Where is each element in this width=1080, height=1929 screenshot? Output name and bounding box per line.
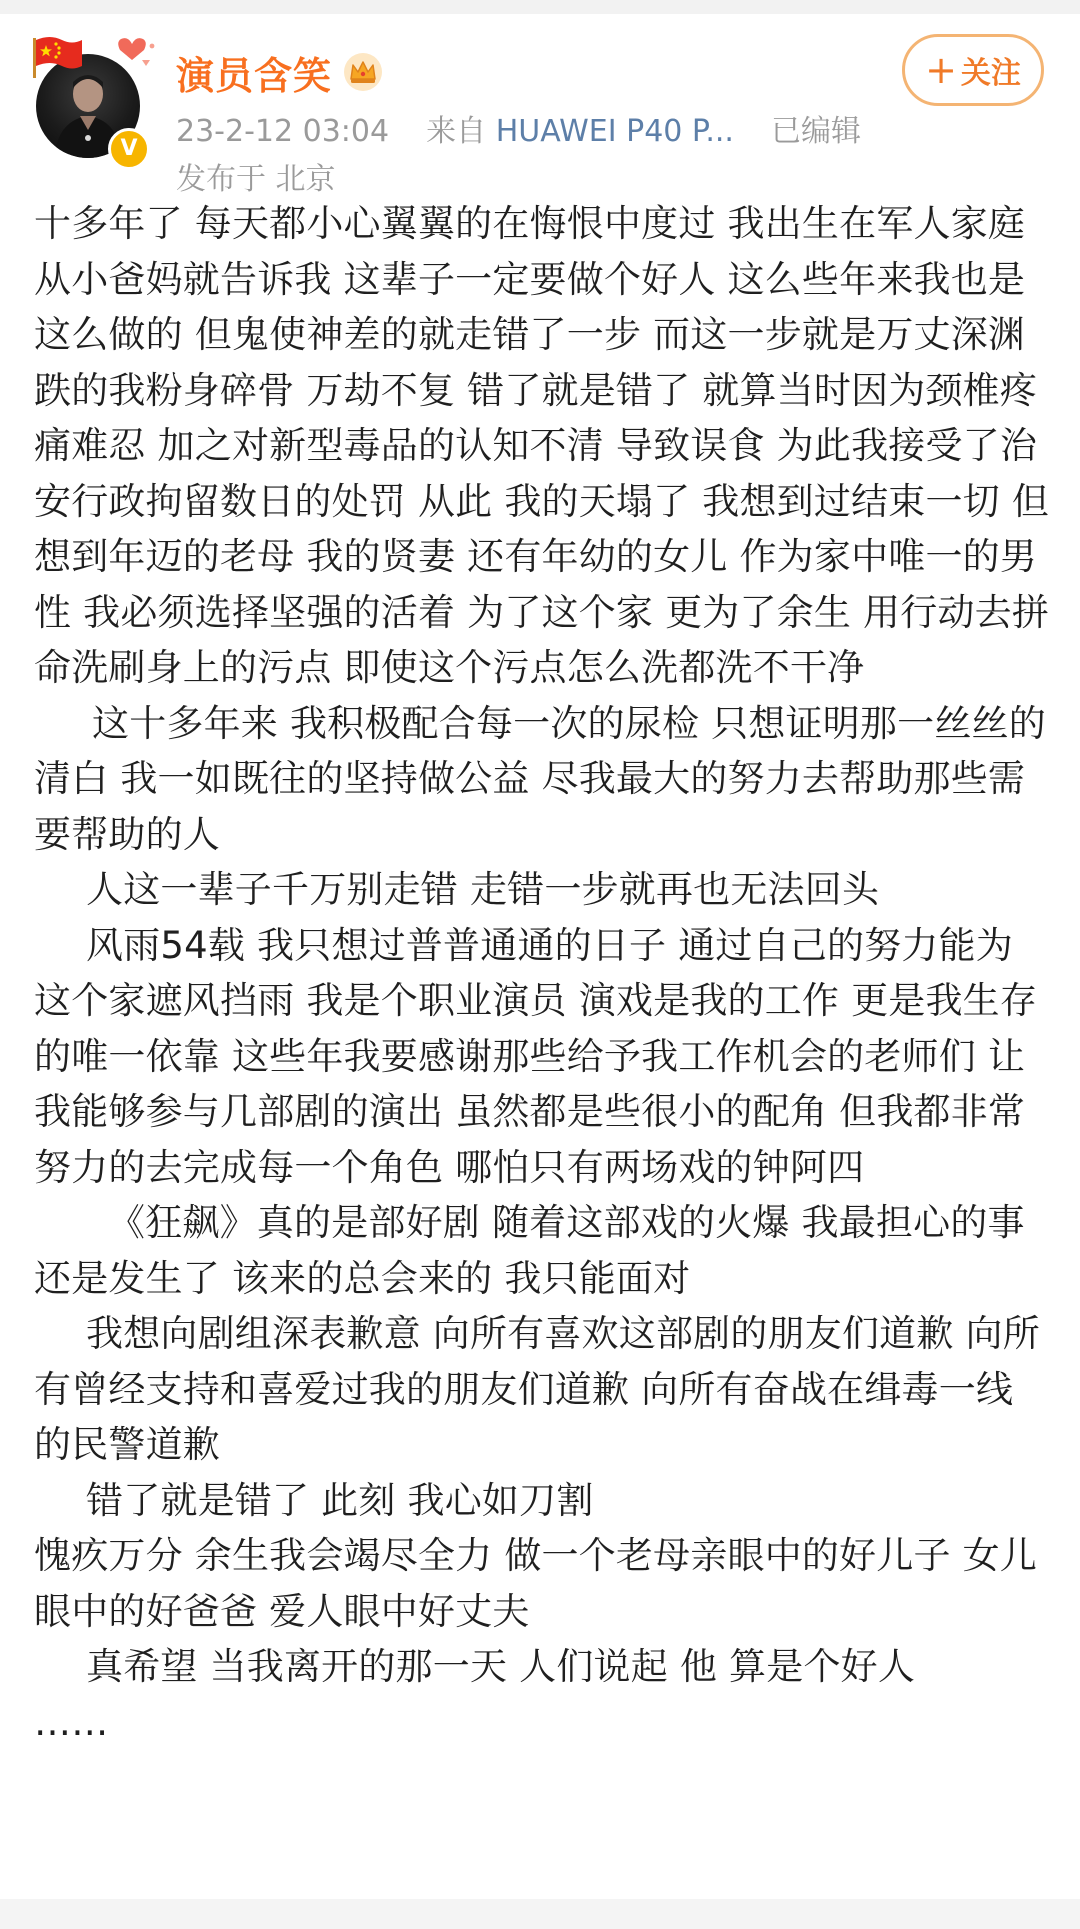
post-ellipsis: …… <box>34 1700 109 1744</box>
post-timestamp: 23-2-12 03:04 <box>176 114 390 149</box>
follow-button[interactable] <box>902 34 1044 106</box>
post-paragraph: 《狂飙》真的是部好剧 随着这部戏的火爆 我最担心的事还是发生了 该来的总会来的 我只能面对 <box>34 1201 1025 1300</box>
post-paragraph: 愧疚万分 余生我会竭尽全力 做一个老母亲眼中的好儿子 女儿眼中的好爸爸 爱人眼中好丈夫 <box>34 1534 1038 1633</box>
edited-label[interactable]: 已编辑 <box>771 114 862 149</box>
post-paragraph: 这十多年来 我积极配合每一次的尿检 只想证明那一丝丝的清白 我一如既往的坚持做公益 尽我最大的努力去帮助那些需要帮助的人 <box>34 701 1046 856</box>
bottom-strip <box>0 1899 1080 1929</box>
post-paragraph: 风雨54载 我只想过普普通通的日子 通过自己的努力能为这个家遮风挡雨 我是个职业演员 演戏是我的工作 更是我生存的唯一依靠 这些年我要感谢那些给予我工作机会的老师们 让我能够参与几部剧的演出 虽然都是些很小的配角 但我都非常努力的去完成每一个角色 哪怕只有两场戏的钟阿四 <box>34 923 1038 1189</box>
post-paragraph: 十多年了 每天都小心翼翼的在悔恨中度过 我出生在军人家庭 从小爸妈就告诉我 这辈子一定要做个好人 这么些年来我也是这么做的 但鬼使神差的就走错了一步 而这一步就是万丈深渊 跌的我粉身碎骨 万劫不复 错了就是错了 就算当时因为颈椎疼痛难忍 加之对新型毒品的认知不清 导致误食 为此我接受了治安行政拘留数日的处罚 从此 我的天塌了 我想到过结束一切 但想到年迈的老母 我的贤妻 还有年幼的女儿 作为家中唯一的男性 我必须选择坚强的活着 为了这个家 更为了余生 用行动去拼命洗刷身上的污点 即使这个污点怎么洗都洗不干净 <box>34 202 1050 689</box>
post-paragraph: 我想向剧组深表歉意 向所有喜欢这部剧的朋友们道歉 向所有曾经支持和喜爱过我的朋友们道歉 向所有奋战在缉毒一线的民警道歉 <box>34 1312 1040 1466</box>
verified-badge-icon: V <box>108 128 150 170</box>
post-meta <box>176 106 861 150</box>
crown-icon[interactable] <box>342 51 384 93</box>
post-paragraph: 真希望 当我离开的那一天 人们说起 他 算是个好人 <box>86 1645 916 1688</box>
plus-icon: + <box>925 48 957 92</box>
avatar[interactable] <box>32 42 152 162</box>
post-paragraph: 人这一辈子千万别走错 走错一步就再也无法回头 <box>86 868 880 911</box>
post-location: 发布于 北京 <box>176 162 336 197</box>
source-device-link[interactable]: HUAWEI P40 P... <box>495 114 734 149</box>
top-strip <box>0 0 1080 14</box>
username[interactable]: 演员含笑 <box>176 53 333 98</box>
username-row <box>176 44 384 100</box>
china-flag-icon <box>30 34 86 78</box>
source-prefix: 来自 <box>426 114 487 149</box>
heart-decoration-icon <box>108 30 158 74</box>
post-paragraph: 错了就是错了 此刻 我心如刀割 <box>86 1478 594 1522</box>
follow-label: 关注 <box>960 56 1021 91</box>
post-body <box>34 196 1050 1750</box>
post-header <box>0 14 1080 197</box>
